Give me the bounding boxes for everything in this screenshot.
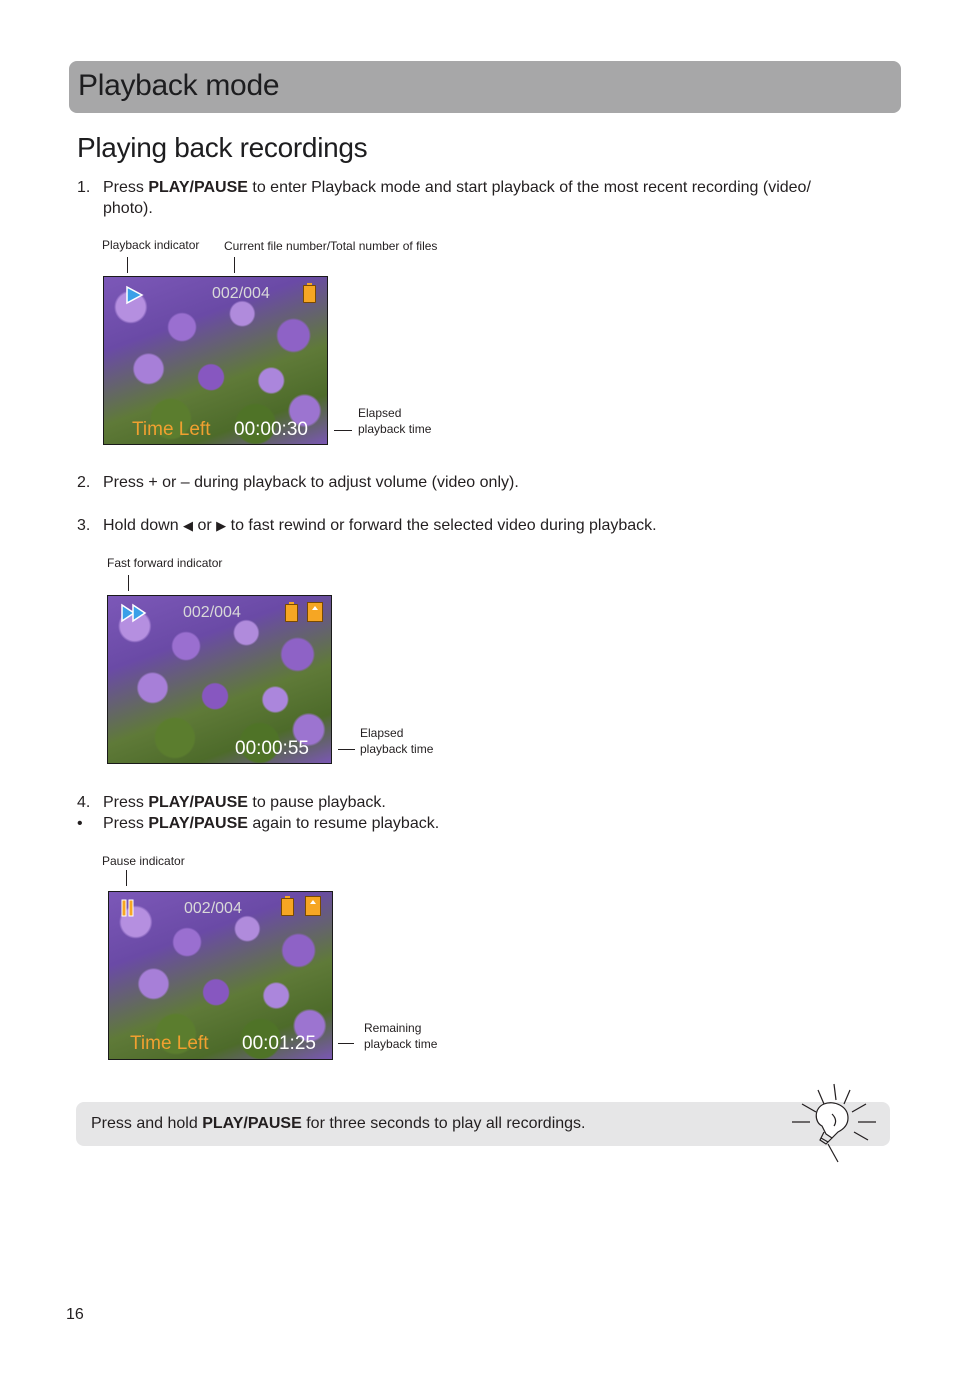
callout-line <box>334 430 352 431</box>
callout-line <box>338 1043 354 1044</box>
battery-icon <box>281 898 294 916</box>
step-text: Press PLAY/PAUSE again to resume playback. <box>103 815 440 832</box>
callout-line <box>126 870 127 886</box>
callout-line <box>128 575 129 591</box>
callout-line <box>234 257 235 273</box>
step-text: Press + or – during playback to adjust volume (video only). <box>103 474 519 491</box>
playback-time: 00:01:25 <box>242 1033 316 1054</box>
file-number: 002/004 <box>183 604 241 621</box>
elapsed-label: Elapsed playback time <box>358 406 432 436</box>
file-number: 002/004 <box>184 900 242 917</box>
playback-time: 00:00:55 <box>235 738 309 759</box>
step-number: 4. <box>77 794 91 811</box>
playback-indicator-label: Playback indicator <box>102 238 200 252</box>
step-text: Press PLAY/PAUSE to pause playback. <box>103 794 386 811</box>
memory-card-icon <box>307 602 323 622</box>
time-left-label: Time Left <box>130 1033 209 1054</box>
remaining-label: Remaining playback time <box>364 1021 438 1051</box>
fast-forward-indicator-label: Fast forward indicator <box>107 556 223 570</box>
lightbulb-icon <box>788 1082 880 1164</box>
page-title: Playback mode <box>78 69 280 102</box>
step-4 <box>77 792 877 814</box>
step-2 <box>77 472 877 494</box>
play-pause-key: PLAY/PAUSE <box>202 1115 302 1132</box>
section-title: Playing back recordings <box>77 132 368 163</box>
battery-icon <box>285 604 298 622</box>
pause-indicator-icon <box>120 898 136 918</box>
file-number-label: Current file number/Total number of files <box>224 239 438 253</box>
play-indicator-icon <box>124 285 144 305</box>
step-number: 3. <box>77 517 91 534</box>
page-number: 16 <box>66 1306 84 1323</box>
pause-indicator-label: Pause indicator <box>102 854 185 868</box>
elapsed-label: Elapsed playback time <box>360 726 434 756</box>
step-1 <box>77 177 877 221</box>
fast-forward-indicator-icon <box>120 603 148 623</box>
tip-text: Press and hold PLAY/PAUSE for three seconds to play all recordings. <box>91 1115 586 1132</box>
callout-line <box>127 257 128 273</box>
playback-screen-2 <box>107 595 332 764</box>
play-pause-key: PLAY/PAUSE <box>148 815 248 832</box>
play-pause-key: PLAY/PAUSE <box>148 179 248 196</box>
step-bullet <box>77 813 877 835</box>
playback-time: 00:00:30 <box>234 419 308 440</box>
step-3 <box>77 515 877 537</box>
battery-icon <box>303 285 316 303</box>
play-pause-key: PLAY/PAUSE <box>148 794 248 811</box>
file-number: 002/004 <box>212 285 270 302</box>
callout-line <box>338 749 355 750</box>
bullet: • <box>77 815 83 832</box>
rewind-arrow-icon: ◀ <box>183 518 194 533</box>
step-number: 1. <box>77 179 91 196</box>
step-text: Hold down ◀ or ▶ to fast rewind or forward the selected video during playback. <box>103 517 657 534</box>
forward-arrow-icon: ▶ <box>216 518 227 533</box>
time-left-label: Time Left <box>132 419 211 440</box>
playback-screen-1 <box>103 276 328 445</box>
step-number: 2. <box>77 474 91 491</box>
memory-card-icon <box>305 896 321 916</box>
playback-screen-3 <box>108 891 333 1060</box>
step-text: Press PLAY/PAUSE to enter Playback mode and start playback of the most recent recording (video/ photo). <box>103 179 811 217</box>
